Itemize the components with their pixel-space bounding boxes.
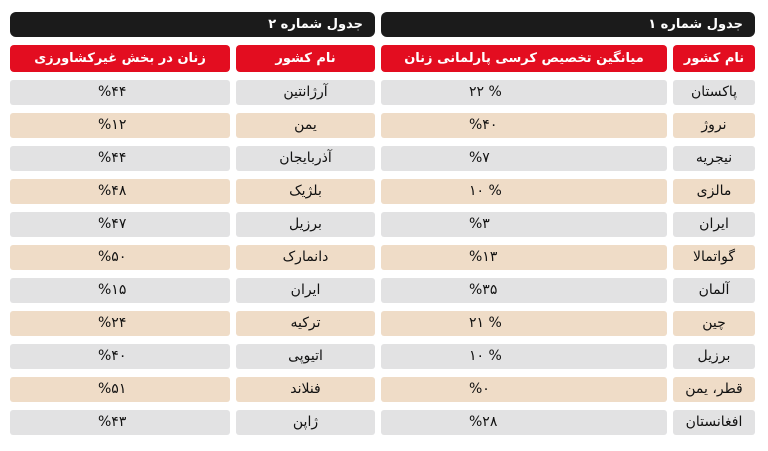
table1-country-cell: مالزی bbox=[673, 179, 755, 204]
table1-country-cell: چین bbox=[673, 311, 755, 336]
table1-value-cell: %۳۵ bbox=[381, 278, 667, 303]
table2-country-cell: یمن bbox=[236, 113, 375, 138]
table1-country-cell: برزیل bbox=[673, 344, 755, 369]
table1-country-cell: گواتمالا bbox=[673, 245, 755, 270]
table2-value-cell: %۴۸ bbox=[10, 179, 230, 204]
table1-header-value: میانگین تخصیص کرسی پارلمانی زنان bbox=[381, 45, 667, 72]
table2-title: جدول شماره ۲ bbox=[10, 12, 375, 37]
table1-value-cell: %۴۰ bbox=[381, 113, 667, 138]
table2-value-cell: %۴۳ bbox=[10, 410, 230, 435]
table2-value-cell: %۱۲ bbox=[10, 113, 230, 138]
table2-country-cell: آرژانتین bbox=[236, 80, 375, 105]
table1-country-cell: ایران bbox=[673, 212, 755, 237]
table1-value-cell: %۷ bbox=[381, 146, 667, 171]
table2-country-cell: فنلاند bbox=[236, 377, 375, 402]
table2-value-cell: %۵۱ bbox=[10, 377, 230, 402]
table1-value-cell: % ۲۱ bbox=[381, 311, 667, 336]
table1-value-cell: %۰ bbox=[381, 377, 667, 402]
table1-value-cell: % ۱۰ bbox=[381, 344, 667, 369]
table2-country-cell: ژاپن bbox=[236, 410, 375, 435]
table2-header-country: نام کشور bbox=[236, 45, 375, 72]
table1-value-cell: % ۲۲ bbox=[381, 80, 667, 105]
table2-country-cell: اتیوپی bbox=[236, 344, 375, 369]
table2-value-cell: %۴۷ bbox=[10, 212, 230, 237]
table2-country-cell: برزیل bbox=[236, 212, 375, 237]
table2-country-cell: دانمارک bbox=[236, 245, 375, 270]
table1-country-cell: پاکستان bbox=[673, 80, 755, 105]
table2-value-cell: %۴۴ bbox=[10, 80, 230, 105]
table1-country-cell: نروژ bbox=[673, 113, 755, 138]
table1-value-cell: % ۱۰ bbox=[381, 179, 667, 204]
table2-country-cell: ترکیه bbox=[236, 311, 375, 336]
table2-value-cell: %۴۴ bbox=[10, 146, 230, 171]
table2-value-cell: %۱۵ bbox=[10, 278, 230, 303]
table1-country-cell: افغانستان bbox=[673, 410, 755, 435]
table2-country-cell: بلژیک bbox=[236, 179, 375, 204]
table1-value-cell: %۲۸ bbox=[381, 410, 667, 435]
table1-country-cell: نیجریه bbox=[673, 146, 755, 171]
table1-title: جدول شماره ۱ bbox=[381, 12, 755, 37]
table1-country-cell: قطر، یمن bbox=[673, 377, 755, 402]
table2-value-cell: %۴۰ bbox=[10, 344, 230, 369]
table2-value-cell: %۵۰ bbox=[10, 245, 230, 270]
table2-country-cell: ایران bbox=[236, 278, 375, 303]
table1-header-country: نام کشور bbox=[673, 45, 755, 72]
table2-country-cell: آذربایجان bbox=[236, 146, 375, 171]
table1-value-cell: %۱۳ bbox=[381, 245, 667, 270]
table1-value-cell: %۳ bbox=[381, 212, 667, 237]
table1-country-cell: آلمان bbox=[673, 278, 755, 303]
table2-value-cell: %۲۴ bbox=[10, 311, 230, 336]
table2-header-value: زنان در بخش غیرکشاورزی bbox=[10, 45, 230, 72]
